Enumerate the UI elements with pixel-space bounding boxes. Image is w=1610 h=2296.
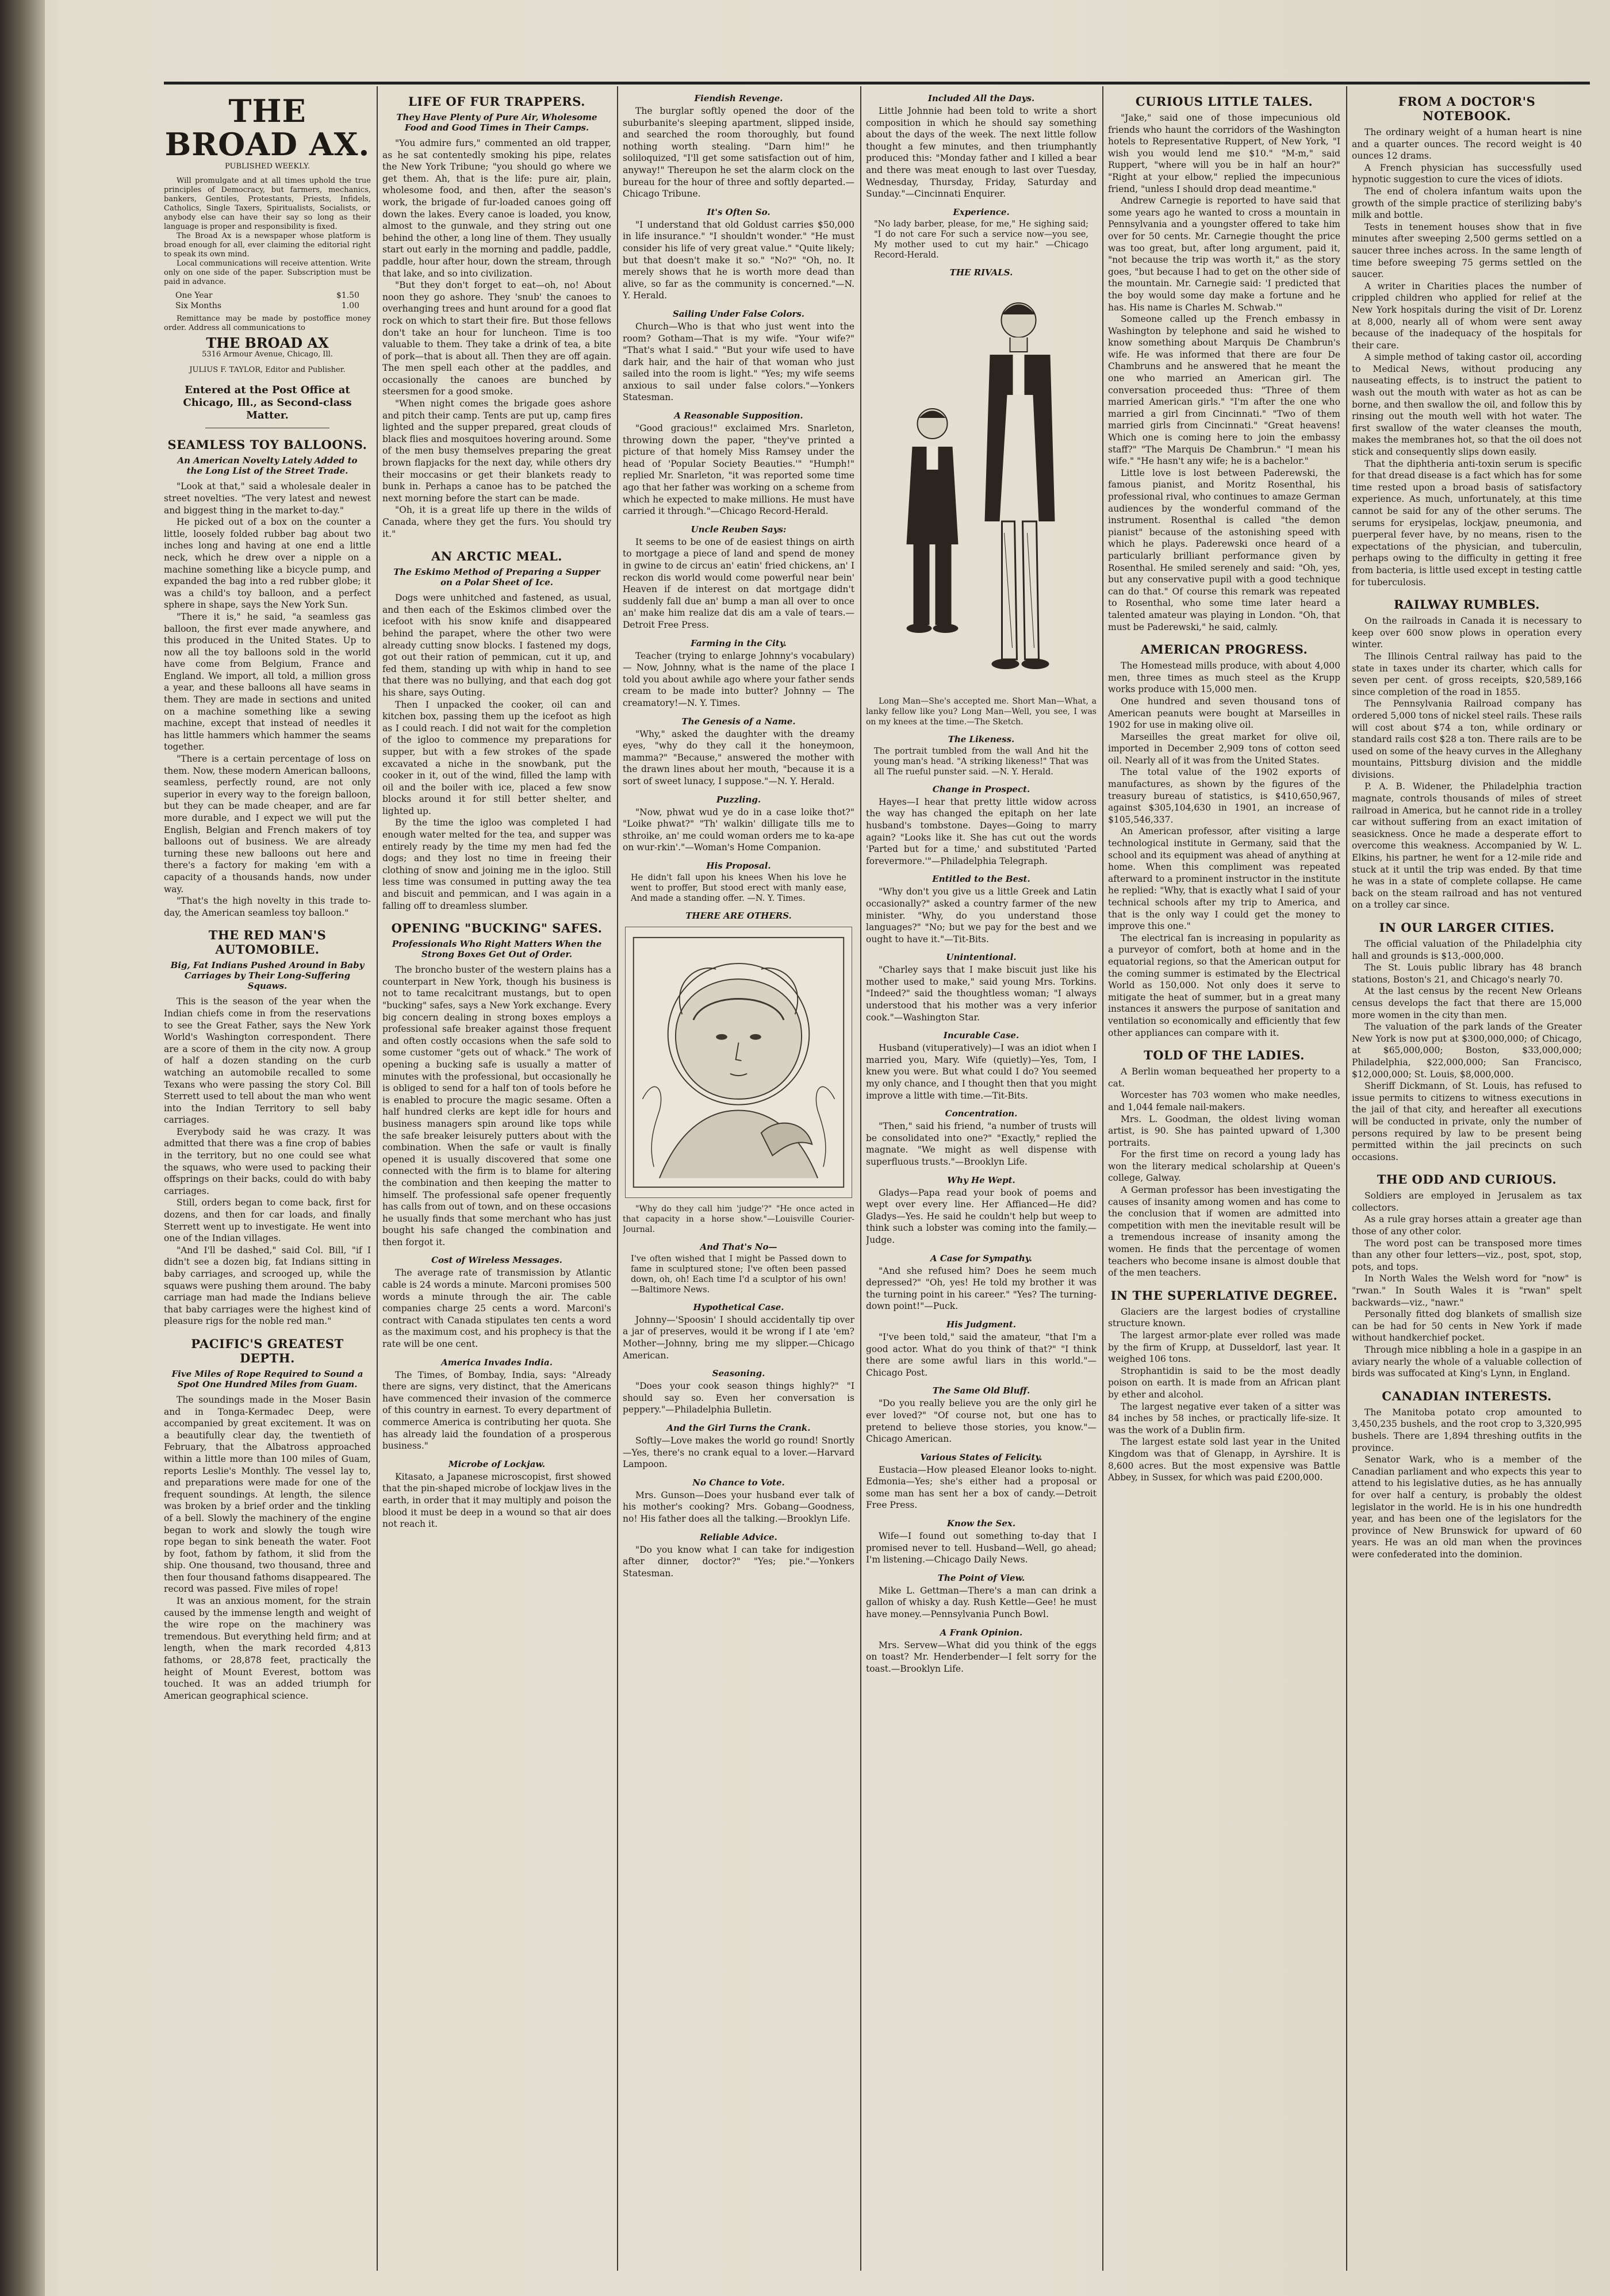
joke-item: Sailing Under False Colors. Church—Who is that who just went into the room? Gotham—That is my wife. "Your wife?" "That's what I said." "But your wife used to have dark hair, and the hair of that woman who just sailed into the room is light." "Yes; my wife seems anxious to sail under false colors."—Yonkers Statesman.	[623, 308, 854, 403]
article-paragraph: "That's the high novelty in this trade to-day, the American seamless toy balloon."	[164, 896, 371, 918]
article-paragraph: Someone called up the French embassy in Washington by telephone and said he wished to know something about Marquis De Chambrun's wife. He was informed that there are four De Chambruns and he answered that he meant the one who married an American girl. The conversation proceeded thus: "Three of them married American girls." "I'm after the one who married a girl from Cincinnati." "Two of them married girls from Cincinnati." "Great heavens! Which one is coming here to join the embassy staff?" "The Marquis De Chambrun." "I mean his wife." "He hasn't any wife; he is a bachelor."	[1108, 314, 1340, 467]
article-paragraph: A simple method of taking castor oil, according to Medical News, without producing any nauseating effects, is to instruct the patient to wash out the mouth with water as hot as can be borne, and then swallow the oil, and follow this by rinsing out the mouth well with hot water. The first swallow of the water cleanses the mouth, makes the membranes hot, so that the oil does not stick and consequently slips down easily.	[1352, 352, 1582, 458]
article-paragraph: Dogs were unhitched and fastened, as usual, and then each of the Eskimos climbed over the icefoot with his snow knife and disappeared behind the parapet, where the other two were already cutting snow blocks. I fastened my dogs, got out their ration of pemmican, cut it up, and fed them, standing up with whip in hand to see that there was no bullying, and that each dog got his share, says Outing.	[382, 593, 611, 698]
column-2	[382, 92, 611, 2276]
article-paragraph: The end of cholera infantum waits upon the growth of the simple practice of sterilizing baby's milk and bottle.	[1352, 186, 1582, 221]
article-paragraph: The Homestead mills produce, with about 4,000 men, three times as much steel as the Krupp works produce with 15,000 men.	[1108, 661, 1340, 695]
article-paragraph: The valuation of the park lands of the Greater New York is now put at $300,000,000; of Chicago, at $65,000,000; Boston, $33,000,000; Philadelphia, $22,000,000; San Francisco, $12,000,000; St. Louis, $8,000,000.	[1352, 1022, 1582, 1080]
article-paragraph: Still, orders began to come back, first for dozens, and then for car loads, and finally Sterrett went up to investigate. He went into one of the Indian villages.	[164, 1197, 371, 1244]
article-paragraph: That the diphtheria anti-toxin serum is specific for that dread disease is a fact which has for some time rested upon a broad basis of satisfactory experience. As much, unfortunately, at this time cannot be said for any of the other serums. The serums for erysipelas, lockjaw, pneumonia, and puerperal fever have, by no means, risen to the expectations of the physician, and tuberculin, perhaps owing to the difficulty in getting it free from bacteria, is little used except in testing cattle for tuberculosis.	[1352, 458, 1582, 588]
joke-item: Uncle Reuben Says: It seems to be one of de easiest things on airth to mortgage a piece of land and spend de money in gwine to de circus an' eatin' fried chickens, an' I reckon dis world would come powerful near bein' Heaven if de interest on dat mortgage didn't suddenly fall due an' bump a man all over to once an' make him realize dat dis am a vale of tears.—Detroit Free Press.	[623, 524, 854, 630]
joke-item: A Frank Opinion. Mrs. Servew—What did you think of the eggs on toast? Mr. Henderbender—I felt sorry for the toast.—Brooklyn Life.	[866, 1627, 1097, 1674]
article-paragraph: As a rule gray horses attain a greater age than those of any other color.	[1352, 1214, 1582, 1237]
column-rule	[617, 86, 618, 2271]
illustration-title: THE RIVALS.	[949, 267, 1013, 278]
headline: CANADIAN INTERESTS.	[1382, 1388, 1552, 1403]
article-paragraph: "There it is," he said, "a seamless gas balloon, the first ever made anywhere, and this produced in the United States. Up to now all the toy balloons sold in the world have come from Belgium, France and England. We import, all told, a million gross a year, and these balloons all have seams in them. They are made in sections and united on a machine something like a sewing machine, except that instead of needles it has little hammers which hammer the seams together.	[164, 611, 371, 752]
entered-notice: Entered at the Post Office at Chicago, Ill., as Second-class Matter.	[183, 384, 352, 422]
article-paragraph: The soundings made in the Moser Basin and in Tonga-Kermadec Deep, were accompanied by great excitement. It was on a beautifully clear day, the twentieth of February, that the Albatross approached within a little more than 100 miles of Guam, reports Leslie's Monthly. The vessel lay to, and preparations were made for one of the frequent soundings. At length, the silence was broken by a brief order and the tinkling of a bell. Slowly the machinery of the engine began to work and slowly the tough wire rope began to sink beneath the water. Foot by foot, fathom by fathom, it slid from the ship. One thousand, two thousand, three and then four thousand fathoms disappeared. The record was passed. Five miles of rope!	[164, 1394, 371, 1595]
masthead-address-name: THE BROAD AX	[206, 334, 329, 351]
article-paragraph: The electrical fan is increasing in popularity as a purveyor of comfort, both at home and in the equatorial regions, so that the American output for the coming summer is estimated by the Electrical World as 150,000. Not only does it serve to mitigate the heat of summer, but in a great many instances it answers the purpose of sanitation and ventilation so economically and efficiently that few other appliances can compare with it.	[1108, 932, 1340, 1038]
short-man-figure	[907, 409, 959, 633]
article-paragraph: Senator Wark, who is a member of the Canadian parliament and who expects this year to attend to his legislative duties, as he has annually for over half a century, is probably the oldest legislator in the world. He is in his one hundredth year, and has been one of the legislators for the province of New Brunswick for upward of 60 years. He was an old man when the provinces were confederated into the dominion.	[1352, 1454, 1582, 1560]
joke-item: His Proposal. He didn't fall upon his knees When his love he went to proffer, But stood erect with manly ease, And made a standing offer. —N. Y. Times.	[631, 860, 846, 903]
article-paragraph: The St. Louis public library has 48 branch stations, Boston's 21, and Chicago's nearly 70.	[1352, 962, 1582, 985]
column-4	[866, 92, 1097, 2276]
joke-item: A Case for Sympathy. "And she refused him? Does he seem much depressed?" "Oh, yes! He told my brother it was the turning point in his career." "Yes? The turning-down point!"—Puck.	[866, 1253, 1097, 1312]
article-paragraph: "You admire furs," commented an old trapper, as he sat contentedly smoking his pipe, relates the New York Tribune; "you should go where we get them. Ah, that is the life: pure air, plain, wholesome food, and then, after the season's work, the brigade of fur-loaded canoes going off down the lakes. Every canoe is loaded, you know, almost to the gunwale, and they string out one behind the other, a long line of them. They usually start out early in the morning and paddle, paddle, paddle, hour after hour, down the stream, through that lake, and so into civilization.	[382, 138, 611, 279]
article-paragraph: It was an anxious moment, for the strain caused by the immense length and weight of the wire rope on the machinery was tremendous. But everything held firm; and at length, when the mark recorded 4,813 fathoms, or 28,878 feet, practically the height of Mount Everest, bottom was touched. It was an added triumph for American geographical science.	[164, 1596, 371, 1701]
illustration-rivals	[866, 280, 1097, 694]
article-paragraph: This is the season of the year when the Indian chiefs come in from the reservations to see the Great Father, says the New York World's Washington correspondent. There are a score of them in the city now. A group of half a dozen standing on the curb watching an automobile recalled to some Texans who were passing the story Col. Bill Sterrett used to tell about the man who went into the Indian Territory to sell baby carriages.	[164, 996, 371, 1126]
top-rule	[164, 82, 1590, 85]
headline: LIFE OF FUR TRAPPERS.	[408, 94, 585, 109]
headline: SEAMLESS TOY BALLOONS.	[167, 437, 367, 452]
joke-item: Seasoning. "Does your cook season things highly?" "I should say so. Even her conversation is peppery."—Philadelphia Bulletin.	[623, 1368, 854, 1415]
joke-item: Various States of Felicity. Eustacia—How pleased Eleanor looks to-night. Edmonia—Yes; she's either had a proposal or some man has sent her a box of candy.—Detroit Free Press.	[866, 1452, 1097, 1511]
article-paragraph: "But they don't forget to eat—oh, no! About noon they go ashore. They 'snub' the canoes to overhanging trees and hunt around for a good flat rock on which to start their fire. But those fellows don't take an hour for luncheon. Time is too valuable to them. They take a drink of tea, a bite of pork—that is about all. Then they are off again. The men spell each other at the paddles, and occasionally the canoes are bunched by steersmen for a good smoke.	[382, 280, 611, 397]
article-paragraph: The broncho buster of the western plains has a counterpart in New York, though his business is not to tame recalcitrant mustangs, but to open "bucking" safes, says a New York exchange. Every big concern dealing in strong boxes employs a professional safe breaker against those frequent and often costly occasions when the safe sold to some customer "gets out of whack." The work of opening a bucking safe is usually a matter of minutes with the professional, but occasionally he is obliged to send for a half ton of tools before he is enabled to procure the magic sesame. Often a half hundred clerks are kept idle for hours and business managers spin around like tops while the safe breaker leisurely putters about with the combination. When the safe or vault is finally opened it is usually discovered that some one connected with the firm is to blame for altering the combination and then keeping the matter to himself. The professional safe opener frequently has calls from out of town, and on these occasions he usually finds that some merchant who has just bought his safe changed the combination and then forgot it.	[382, 965, 611, 1247]
joke-item: No Chance to Vote. Mrs. Gunson—Does your husband ever talk of his mother's cooking? Mrs. Gobang—Goodness, no! His father does all the talking.—Brooklyn Life.	[623, 1477, 854, 1524]
article-paragraph: Marseilles the great market for olive oil, imported in December 2,909 tons of cotton seed oil. Nearly all of it was from the United States.	[1108, 731, 1340, 766]
article-paragraph: Little love is lost between Paderewski, the famous pianist, and Moritz Rosenthal, his professional rival, who continues to amaze German audiences by the wonderful command of the instrument. Rosenthal is called "the demon pianist" because of the astonishing speed with which he plays. Paderewski once heard of a particularly brilliant performance given by Rosenthal. He smiled serenely and said: "Oh, yes, but any conservative pupil with a good technique can do that." Of course this remark was repeated to Rosenthal, who some time later heard a talented amateur was playing in London. "Oh, that must be Paderewski," he said, calmly.	[1108, 467, 1340, 632]
joke-item: Reliable Advice. "Do you know what I can take for indigestion after dinner, doctor?" "Yes; pie."—Yonkers Statesman.	[623, 1531, 854, 1579]
article-paragraph: The word post can be transposed more times than any other four letters—viz., post, spot, stop, pots, and tops.	[1352, 1238, 1582, 1272]
joke-item: Know the Sex. Wife—I found out something to-day that I promised never to tell. Husband—Well, go ahead; I'm listening.—Chicago Daily News.	[866, 1518, 1097, 1565]
article-paragraph: Worcester has 703 women who make needles, and 1,044 female nail-makers.	[1108, 1090, 1340, 1112]
deck: Big, Fat Indians Pushed Around in Baby Carriages by Their Long-Suffering Squaws.	[170, 960, 365, 992]
headline: TOLD OF THE LADIES.	[1144, 1048, 1305, 1063]
article-paragraph: By the time the igloo was completed I had enough water melted for the tea, and supper was entirely ready by the time my men had fed the dogs; and they lost no time in freeing their clothing of snow and joining me in the igloo. Still less time was consumed in putting away the tea and biscuit and pemmican, and I was again in a falling off to dreamless slumber.	[382, 817, 611, 911]
joke-item: The Same Old Bluff. "Do you really believe you are the only girl he ever loved?" "Of course not, but one has to pretend to believe those stories, you know."—Chicago American.	[866, 1385, 1097, 1445]
headline: FROM A DOCTOR'S NOTEBOOK.	[1398, 94, 1536, 123]
headline: IN THE SUPERLATIVE DEGREE.	[1110, 1288, 1338, 1303]
subscription-rates	[175, 290, 359, 311]
article-paragraph: Andrew Carnegie is reported to have said that some years ago he wanted to cross a mountain in Pennsylvania and a youngster offered to take him over for 50 cents. Mr. Carnegie thought the price was too great, but, after long argument, paid it, "not because the trip was worth it," as the story goes, "but because I had to get on the other side of the mountain. Mr. Carnegie said: 'I predicted that the boy would some day make a fortune and he has. His name is Charles M. Schwab.'"	[1108, 195, 1340, 313]
column-6	[1352, 92, 1582, 2276]
article-paragraph: Soldiers are employed in Jerusalem as tax collectors.	[1352, 1191, 1582, 1213]
article-paragraph: Tests in tenement houses show that in five minutes after sweeping 2,500 germs settled on a saucer three inches across. In the same length of time before sweeping 75 germs settled on the saucer.	[1352, 221, 1582, 280]
joke-item: Farming in the City. Teacher (trying to enlarge Johnny's vocabulary) — Now, Johnny, what is the name of the place I told you about awhile ago where your father sends cream to be made into butter? Johnny — The creamatory!—N. Y. Times.	[623, 638, 854, 708]
article-paragraph: "Jake," said one of those impecunious old friends who haunt the corridors of the Washington hotels to Representative Ruppert, of New York, "I wish you would lend me $10." "M-m," said Ruppert, "where will you be in half an hour?" "Right at your elbow," replied the impecunious friend, "unless I should drop dead meantime."	[1108, 113, 1340, 194]
masthead-notice: Local communications will receive attention. Write only on one side of the paper. Subscription must be paid in advance.	[164, 259, 371, 286]
long-man-figure	[985, 303, 1055, 669]
headline: OPENING "BUCKING" SAFES.	[391, 921, 603, 936]
headline: IN OUR LARGER CITIES.	[1379, 920, 1555, 935]
joke-item: Concentration. "Then," said his friend, "a number of trusts will be consolidated into one?" "Exactly," replied the magnate. "We might as well dispense with superfluous trusts."—Brooklyn Life.	[866, 1108, 1097, 1167]
column-5	[1108, 92, 1340, 2276]
article-paragraph: Mrs. L. Goodman, the oldest living woman artist, is 90. She has painted upward of 1,300 portraits.	[1108, 1114, 1340, 1148]
deck: They Have Plenty of Pure Air, Wholesome Food and Good Times in Their Camps.	[396, 112, 597, 133]
article-paragraph: An American professor, after visiting a large technological institute in Germany, said that the school and its equipment was ahead of anything at home. When this compliment was repeated afterward to a prominent instructor in the institute he replied: "Why, that is exactly what I said of your technical schools after my trip to America, and that is the only way I could get the money to improve this one."	[1108, 826, 1340, 932]
illustration-judge	[625, 927, 852, 1198]
article-paragraph: The largest negative ever taken of a sitter was 84 inches by 58 inches, or practically life-size. It was the work of a Dublin firm.	[1108, 1401, 1340, 1435]
two-men-illustration	[866, 280, 1097, 694]
article-paragraph: Everybody said he was crazy. It was admitted that there was a fine crop of babies in the territory, but no one could see what the squaws, who were used to packing their offsprings on their backs, could do with baby carriages.	[164, 1126, 371, 1196]
woman-portrait-illustration	[626, 927, 852, 1197]
joke-item: It's Often So. "I understand that old Goldust carries $50,000 in life insurance." "I shouldn't wonder." "He must consider his life of very great value." "Quite likely; but that doesn't make it so." "No?" "Oh, no. It merely shows that he is worth more dead than alive, so far as the community is concerned."—N. Y. Herald.	[623, 206, 854, 301]
masthead-editor: JULIUS F. TAYLOR, Editor and Publisher.	[189, 365, 346, 374]
joke-item: His Judgment. "I've been told," said the amateur, "that I'm a good actor. What do you think of that?" "I think there are some awful liars in this world."—Chicago Post.	[866, 1319, 1097, 1378]
article-paragraph: Personally fitted dog blankets of smallish size can be had for 50 cents in New York if made without handkerchief pocket.	[1352, 1309, 1582, 1343]
headline: AN ARCTIC MEAL.	[431, 549, 562, 564]
article-paragraph: "Look at that," said a wholesale dealer in street novelties. "The very latest and newest and biggest thing in the market to-day."	[164, 481, 371, 516]
article-paragraph: A German professor has been investigating the causes of insanity among women and has come to the conclusion that if women are admitted into competition with men the inevitable result will be a tremendous increase of insanity among the women. He finds that the percentage of women teachers who become insane is almost double that of the men teachers.	[1108, 1185, 1340, 1278]
article-paragraph: He picked out of a box on the counter a little, loosely folded rubber bag about two inches long and having at one end a little neck, which he drew over a nipple on a machine something like a bicycle pump, and expanded the bag into a red rubber globe; it was a child's toy balloon, and a perfect sphere in shape, says the New York Sun.	[164, 517, 371, 611]
article-paragraph: The ordinary weight of a human heart is nine and a quarter ounces. The record weight is 40 ounces 12 drams.	[1352, 127, 1582, 162]
article-paragraph: Then I unpacked the cooker, oil can and kitchen box, passing them up the icefoot as high as I could reach. I did not wait for the completion of the igloo to commence my preparations for supper, but with a few strokes of the spade excavated a niche in the snowbank, put the cooker in it, out of the wind, filled the lamp with oil and the boiler with ice, placed a few snow blocks around it for still better shelter, and lighted up.	[382, 699, 611, 816]
deck: Five Miles of Rope Required to Sound a Spot One Hundred Miles from Guam.	[171, 1368, 363, 1389]
article-paragraph: A writer in Charities places the number of crippled children who applied for relief at the New York hospitals during the visit of Dr. Lorenz at 8,000, nearly all of whom were sent away because of the inadequacy of the hospitals for their care.	[1352, 281, 1582, 351]
article-paragraph: Through mice nibbling a hole in a gaspipe in an aviary nearly the whole of a valuable collection of birds was suffocated at King's Lynn, in England.	[1352, 1345, 1582, 1379]
masthead-title: THE BROAD AX.	[164, 93, 370, 163]
joke-item: And the Girl Turns the Crank. Softly—Love makes the world go round! Snortly—Yes, there's no crank equal to a lover.—Harvard Lampoon.	[623, 1423, 854, 1470]
subhead: America Invades India.	[441, 1357, 553, 1368]
joke-item: The Point of View. Mike L. Gettman—There's a man can drink a gallon of whisky a day. Rush Kettle—Gee! he must have money.—Pennsylvania Punch Bowl.	[866, 1572, 1097, 1620]
headline: RAILWAY RUMBLES.	[1394, 597, 1540, 612]
joke-item: Unintentional. "Charley says that I make biscuit just like his mother used to make," said young Mrs. Torkins. "Indeed?" said the thoughtless woman; "I always understood that his mother was a very inferior cook."—Washington Star.	[866, 952, 1097, 1023]
joke-item: Incurable Case. Husband (vituperatively)—I was an idiot when I married you, Mary. Wife (quietly)—Yes, Tom, I knew you were. But what could I do? You seemed my only chance, and I thought then that you might improve a little with time.—Tit-Bits.	[866, 1030, 1097, 1101]
article-paragraph: On the railroads in Canada it is necessary to keep over 600 snow plows in operation every winter.	[1352, 616, 1582, 650]
article-paragraph: The average rate of transmission by Atlantic cable is 24 words a minute. Marconi promises 500 words a minute through the air. The cable companies charge 25 cents a word. Marconi's contract with Canada stipulates ten cents a word as the maximum cost, and his prophecy is that the rate will be one cent.	[382, 1268, 611, 1350]
masthead-address-street: 5316 Armour Avenue, Chicago, Ill.	[202, 350, 333, 359]
column-rule	[1346, 86, 1347, 2271]
column-rule	[377, 86, 378, 2271]
column-3	[623, 92, 854, 2276]
article-paragraph: Kitasato, a Japanese microscopist, first showed that the pin-shaped microbe of lockjaw lives in the earth, in order that it may multiply and poison the blood it must be deep in a wound so that air does not reach it.	[382, 1471, 611, 1530]
headline: AMERICAN PROGRESS.	[1140, 642, 1308, 657]
article-paragraph: The Illinois Central railway has paid to the state in taxes under its charter, which calls for seven per cent. of gross receipts, $20,589,166 since completion of the road in 1855.	[1352, 651, 1582, 697]
masthead-policy: The Broad Ax is a newspaper whose platform is broad enough for all, ever claiming the editorial right to speak its own mind.	[164, 231, 371, 259]
deck: The Eskimo Method of Preparing a Supper on a Polar Sheet of Ice.	[393, 567, 600, 588]
masthead-subtitle: PUBLISHED WEEKLY.	[225, 162, 310, 171]
joke-item: Hypothetical Case. Johnny—'Spoosin' I should accidentally tip over a jar of preserves, would it be wrong if I ate 'em? Mother—Johnny, bring me my slipper.—Chicago American.	[623, 1301, 854, 1361]
headline: THE ODD AND CURIOUS.	[1377, 1172, 1557, 1187]
article-paragraph: Strophantidin is said to be the most deadly poison on earth. It is made from an African plant by ether and alcohol.	[1108, 1365, 1340, 1400]
joke-item: A Reasonable Supposition. "Good gracious!" exclaimed Mrs. Snarleton, throwing down the paper, "they've printed a picture of that homely Miss Ramsey under the head of 'Popular Society Beauties.'" "Humph!" replied Mr. Snarleton, "it was reported some time ago that her father was working on a scheme from which he expected to make millions. He must have carried it through."—Chicago Record-Herald.	[623, 410, 854, 517]
joke-item: And That's No— I've often wished that I might be Passed down to fame in sculptured stone; I've often been passed down, oh, oh! Each time I'd a sculptor of his own! —Baltimore News.	[631, 1241, 846, 1295]
article-paragraph: One hundred and seven thousand tons of American peanuts were bought at Marseilles in 1902 for use in making olive oil.	[1108, 696, 1340, 731]
article-paragraph: The Times, of Bombay, India, says: "Already there are signs, very distinct, that the Americans have commenced their invasion of the commerce of this country in earnest. To every department of commerce America is contributing her quota. She has already laid the foundation of a prosperous business."	[382, 1369, 611, 1452]
column-1	[164, 92, 371, 2276]
article-paragraph: Sheriff Dickmann, of St. Louis, has refused to issue permits to citizens to witness executions in the jail of that city, and hereafter all executions will be conducted in private, only the number of persons required by law to be present being permitted within the jail precincts on such occasions.	[1352, 1081, 1582, 1162]
subhead: Cost of Wireless Messages.	[431, 1255, 562, 1266]
article-paragraph: P. A. B. Widener, the Philadelphia traction magnate, controls thousands of miles of street railroad in America, but he cannot ride in a trolley car without suffering from an exact imitation of seasickness. Once he made a desperate effort to overcome this weakness. Accompanied by W. L. Elkins, his partner, he went for a 12-mile ride and stuck at it until the trip was ended. By that time he was in a state of complete collapse. He came back on the steam railroad and has not ventured on a trolley car since.	[1352, 781, 1582, 911]
article-paragraph: "When night comes the brigade goes ashore and pitch their camp. Tents are put up, camp fires lighted and the supper prepared, great clouds of black flies and mosquitoes hovering around. Some of the men busy themselves preparing the great brown flapjacks for the next day, while others dry their moccasins or get their blankets ready to bunk in. Perhaps a canoe has to be patched the next morning before the start can be made.	[382, 398, 611, 504]
article-paragraph: Glaciers are the largest bodies of crystalline structure known.	[1108, 1306, 1340, 1329]
binding-edge	[0, 0, 45, 2296]
article-paragraph: The total value of the 1902 exports of manufactures, as shown by the figures of the treasury bureau of statistics, is $410,650,967, against $305,104,630 in 1901, an increase of $105,546,337.	[1108, 767, 1340, 825]
article-paragraph: "There is a certain percentage of loss on them. Now, these modern American balloons, seamless, perfectly round, are not only superior in every way to the foreign balloon, but they can be made cheaper, and are far more durable, and I expect we will put the English, Belgian and French makers of toy balloons out of business. We are already turning these new balloons out here and there's a factory for making 'em with a capacity of a thousands hands, now under way.	[164, 754, 371, 894]
joke-item: Puzzling. "Now, phwat wud ye do in a case loike thot?" "Loike phwat?" "Th' walkin' dilligate tills me to sthroike, an' me could woman orders me to ka-ape on wur-rkin'."—Woman's Home Companion.	[623, 794, 854, 853]
joke-item: Change in Prospect. Hayes—I hear that pretty little widow across the way has changed the epitaph on her late husband's tombstone. Dayes—Going to marry again? "Looks like it. She has cut out the words 'Parted but for a time,' and substituted 'Parted forevermore.'"—Philadelphia Telegraph.	[866, 784, 1097, 866]
joke-item: Included All the Days. Little Johnnie had been told to write a short composition in which he should say something about the days of the week. The next little follow thought a few minutes, and then triumphantly produced this: "Monday father and I killed a bear and there was meat enough to last over Tuesday, Wednesday, Thursday, Friday, Saturday and Sunday."—Cincinnati Enquirer.	[866, 93, 1097, 199]
article-paragraph: A Berlin woman bequeathed her property to a cat.	[1108, 1066, 1340, 1089]
article-paragraph: The largest estate sold last year in the United Kingdom was that of Glenapp, in Ayrshire. It is 8,600 acres. But the most expensive was Battle Abbey, in Sussex, for which was paid £200,000.	[1108, 1437, 1340, 1483]
article-paragraph: The Manitoba potato crop amounted to 3,450,235 bushels, and the root crop to 3,320,995 bushels. There are 1,894 threshing outfits in the province.	[1352, 1407, 1582, 1453]
article-paragraph: The largest armor-plate ever rolled was made by the firm of Krupp, at Dusseldorf, last year. It weighed 106 tons.	[1108, 1330, 1340, 1365]
masthead-remit: Remittance may be made by postoffice money order. Address all communications to	[164, 314, 371, 332]
masthead-intro: Will promulgate and at all times uphold the true principles of Democracy, but farmers, mechanics, bankers, Gentiles, Protestants, Priests, Infidels, Catholics, Single Taxers, Spiritualists, Socialists, or anybody else can have their say so long as their language is proper and responsibility is fixed.	[164, 176, 371, 231]
article-paragraph: In North Wales the Welsh word for "now" is "rwan." In South Wales it is "rwan" spelt backwards—viz., "nawr."	[1352, 1273, 1582, 1308]
article-paragraph: "And I'll be dashed," said Col. Bill, "if I didn't see a dozen big, fat Indians sitting in baby carriages, and scrooged up, while the squaws were pushing them around. The baby carriage man had made the Indians believe that baby carriages were the highest kind of pleasure rigs for the noble red man."	[164, 1245, 371, 1327]
headline: THE RED MAN'S AUTOMOBILE.	[208, 928, 327, 957]
rivals-caption: Long Man—She's accepted me. Short Man—What, a lanky fellow like you? Long Man—Well, you see, I was on my knees at the time.—The Sketch.	[866, 696, 1097, 727]
joke-item: Why He Wept. Gladys—Papa read your book of poems and wept over every line. Her Affianced—He did? Gladys—Yes. He said he couldn't help but weep to think such a lobster was coming into the family.—Judge.	[866, 1174, 1097, 1245]
article-paragraph: For the first time on record a young lady has won the literary medical scholarship at Queen's college, Galway.	[1108, 1149, 1340, 1184]
rate-row: One Year $1.50	[175, 290, 359, 300]
joke-item: Entitled to the Best. "Why don't you give us a little Greek and Latin occasionally?" asked a country farmer of the new minister. "Why, do you understand those languages?" "No; but we pay for the best and we ought to have it."—Tit-Bits.	[866, 874, 1097, 944]
joke-item: The Genesis of a Name. "Why," asked the daughter with the dreamy eyes, "why do they call it the honeymoon, mamma?" "Because," answered the mother with the drawn lines about her mouth, "because it is a sort of sweet lunacy, I suppose."—N. Y. Herald.	[623, 716, 854, 786]
article-paragraph: The official valuation of the Philadelphia city hall and grounds is $13,-000,000.	[1352, 939, 1582, 961]
joke-item: Fiendish Revenge. The burglar softly opened the door of the suburbanite's sleeping apartment, slipped inside, and searched the room thoroughly, but found nothing worth stealing. "Darn him!" he soliloquized, "I'll get some satisfaction out of him, anyway!" Thereupon he set the alarm clock on the bureau for the hour of three and softly departed.—Chicago Tribune.	[623, 93, 854, 199]
column-rule	[860, 86, 861, 2271]
column-rule	[1102, 86, 1103, 2271]
article-paragraph: The Pennsylvania Railroad company has ordered 5,000 tons of nickel steel rails. These rails will cost about $74 a ton, while ordinary or standard rails cost $28 a ton. There rails are to be used on some of the heavy curves in the Alleghany mountains, Pittsburg division and the middle divisions.	[1352, 698, 1582, 780]
article-paragraph: "Oh, it is a great life up there in the wilds of Canada, where they get the furs. You should try it."	[382, 505, 611, 539]
subhead: Microbe of Lockjaw.	[448, 1458, 546, 1469]
article-paragraph: A French physician has successfully used hypnotic suggestion to cure the vices of idiots.	[1352, 162, 1582, 185]
joke-item: The Likeness. The portrait tumbled from the wall And hit the young man's head. "A striking likeness!" That was all The rueful punster said. —N. Y. Herald.	[874, 734, 1088, 777]
deck: Professionals Who Right Matters When the Strong Boxes Get Out of Order.	[392, 939, 602, 960]
headline: PACIFIC'S GREATEST DEPTH.	[191, 1336, 344, 1365]
headline: CURIOUS LITTLE TALES.	[1135, 94, 1313, 109]
joke-item: Experience. "No lady barber, please, for me," He sighing said; "I do not care For such a service now—you see, My mother used to cut my hair." —Chicago Record-Herald.	[874, 206, 1088, 260]
rate-row: Six Months 1.00	[175, 301, 359, 310]
illustration-title: THERE ARE OTHERS.	[685, 910, 792, 921]
joke-item: "Why do they call him 'judge'?" "He once acted in that capacity in a horse show."—Louisville Courier-Journal.	[623, 1204, 854, 1234]
deck: An American Novelty Lately Added to the Long List of the Street Trade.	[177, 455, 358, 477]
article-paragraph: At the last census by the recent New Orleans census develops the fact that there are 15,000 more women in the city than men.	[1352, 986, 1582, 1020]
